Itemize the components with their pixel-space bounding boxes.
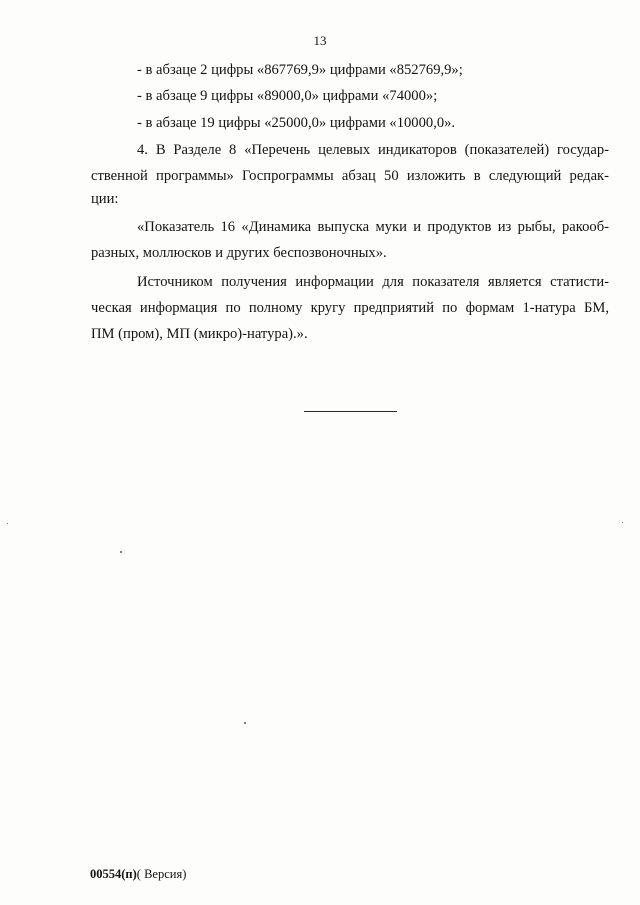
source-line-1: Источником получения информации для показателя является статисти- [137, 274, 609, 290]
separator-line [304, 411, 397, 412]
amendment-line-3: - в абзаце 19 цифры «25000,0» цифрами «10000,0». [137, 115, 456, 131]
amendment-line-1: - в абзаце 2 цифры «867769,9» цифрами «852769,9»; [137, 62, 463, 78]
item4-line-2: ственной программы» Госпрограммы абзац 50 изложить в следующий редак- [91, 168, 609, 184]
scan-speck [244, 722, 246, 724]
source-line-3: ПМ (пром), МП (микро)-натура).». [91, 326, 308, 342]
scan-speck [622, 522, 623, 523]
item4-line-3: ции: [91, 191, 119, 207]
quote-line-2: разных, моллюсков и других беспозвоночных». [91, 245, 387, 261]
footer-code: 00554(п) [90, 867, 137, 881]
source-line-2: ческая информация по полному кругу предприятий по формам 1-натура БМ, [91, 300, 609, 316]
footer-version: ( Версия) [136, 867, 187, 881]
quote-line-1: «Показатель 16 «Динамика выпуска муки и продуктов из рыбы, ракооб- [137, 219, 609, 235]
page-number: 13 [313, 33, 327, 48]
scan-speck [7, 523, 8, 524]
item4-line-1: 4. В Разделе 8 «Перечень целевых индикаторов (показателей) государ- [137, 142, 609, 158]
footer [90, 866, 186, 882]
amendment-line-2: - в абзаце 9 цифры «89000,0» цифрами «74000»; [137, 88, 438, 104]
scan-speck [120, 551, 122, 553]
